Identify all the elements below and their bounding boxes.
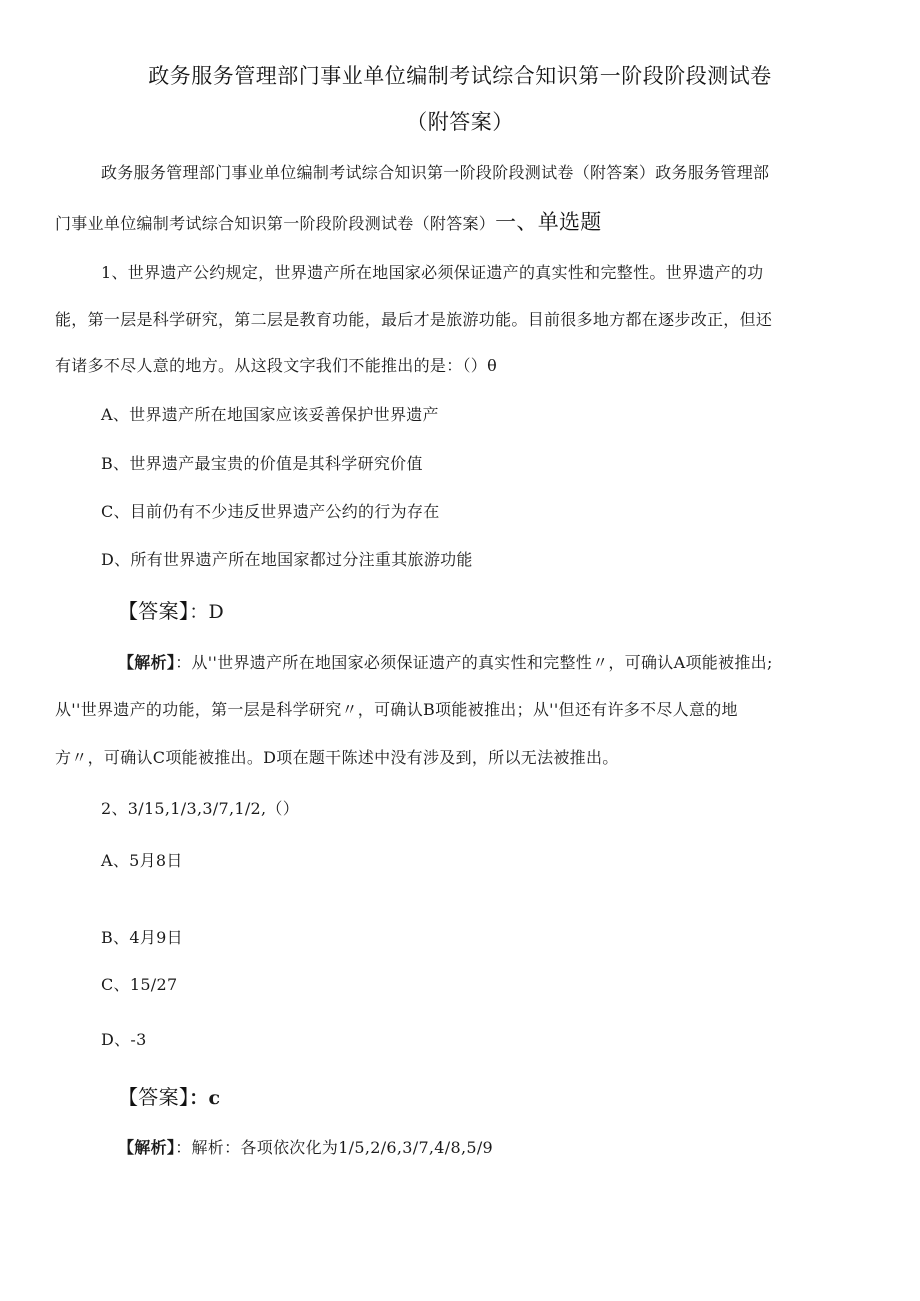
question-2-stem: 2、3/15,1/3,3/7,1/2,（） <box>101 799 300 818</box>
question-1-stem: 有诸多不尽人意的地方。从这段文字我们不能推出的是：（）θ <box>55 356 498 375</box>
answer-label: 【答案】 <box>118 599 190 623</box>
question-1-option-d: D、所有世界遗产所在地国家都过分注重其旅游功能 <box>101 550 473 569</box>
question-1-option-b: B、世界遗产最宝贵的价值是其科学研究价值 <box>101 454 423 473</box>
document-title: 政务服务管理部门事业单位编制考试综合知识第一阶段阶段测试卷 <box>148 64 772 88</box>
question-1-analysis: 从''世界遗产的功能，第一层是科学研究〃，可确认B项能被推出；从''但还有许多不尽人意的地 <box>55 700 738 719</box>
answer-label: 【答案】 <box>118 1085 190 1109</box>
section-heading: 一、单选题 <box>495 210 602 234</box>
answer-value: ：D <box>189 601 225 623</box>
question-2-analysis <box>118 1135 493 1158</box>
question-1-answer <box>118 595 224 624</box>
question-1-stem: 能，第一层是科学研究，第二层是教育功能，最后才是旅游功能。目前很多地方都在逐步改正，但还 <box>55 310 773 329</box>
analysis-text: ：从''世界遗产所在地国家必须保证遗产的真实性和完整性〃，可确认A项能被推出; <box>175 653 773 672</box>
question-1-analysis: 方〃，可确认C项能被推出。D项在题干陈述中没有涉及到，所以无法被推出。 <box>55 748 619 767</box>
question-2-option-a: A、5月8日 <box>101 851 183 870</box>
question-2-option-c: C、15/27 <box>101 975 178 994</box>
question-1-option-c: C、目前仍有不少违反世界遗产公约的行为存在 <box>101 502 440 521</box>
question-2-answer <box>118 1081 220 1110</box>
analysis-text: ：解析：各项依次化为1/5,2/6,3/7,4/8,5/9 <box>175 1138 493 1157</box>
intro-line <box>55 206 602 236</box>
intro-line: 政务服务管理部门事业单位编制考试综合知识第一阶段阶段测试卷（附答案）政务服务管理部 <box>101 163 770 182</box>
analysis-label: 【解析】 <box>118 1138 176 1157</box>
document-title-suffix: （附答案） <box>406 110 514 134</box>
question-2-option-d: D、-3 <box>101 1030 147 1049</box>
analysis-label: 【解析】 <box>118 653 176 672</box>
question-1-analysis <box>118 650 773 673</box>
question-1-option-a: A、世界遗产所在地国家应该妥善保护世界遗产 <box>101 405 439 424</box>
answer-value: ：c <box>189 1087 221 1109</box>
intro-text: 门事业单位编制考试综合知识第一阶段阶段测试卷（附答案） <box>55 214 496 233</box>
question-1-stem: 1、世界遗产公约规定，世界遗产所在地国家必须保证遗产的真实性和完整性。世界遗产的功 <box>101 263 764 282</box>
question-2-option-b: B、4月9日 <box>101 928 183 947</box>
